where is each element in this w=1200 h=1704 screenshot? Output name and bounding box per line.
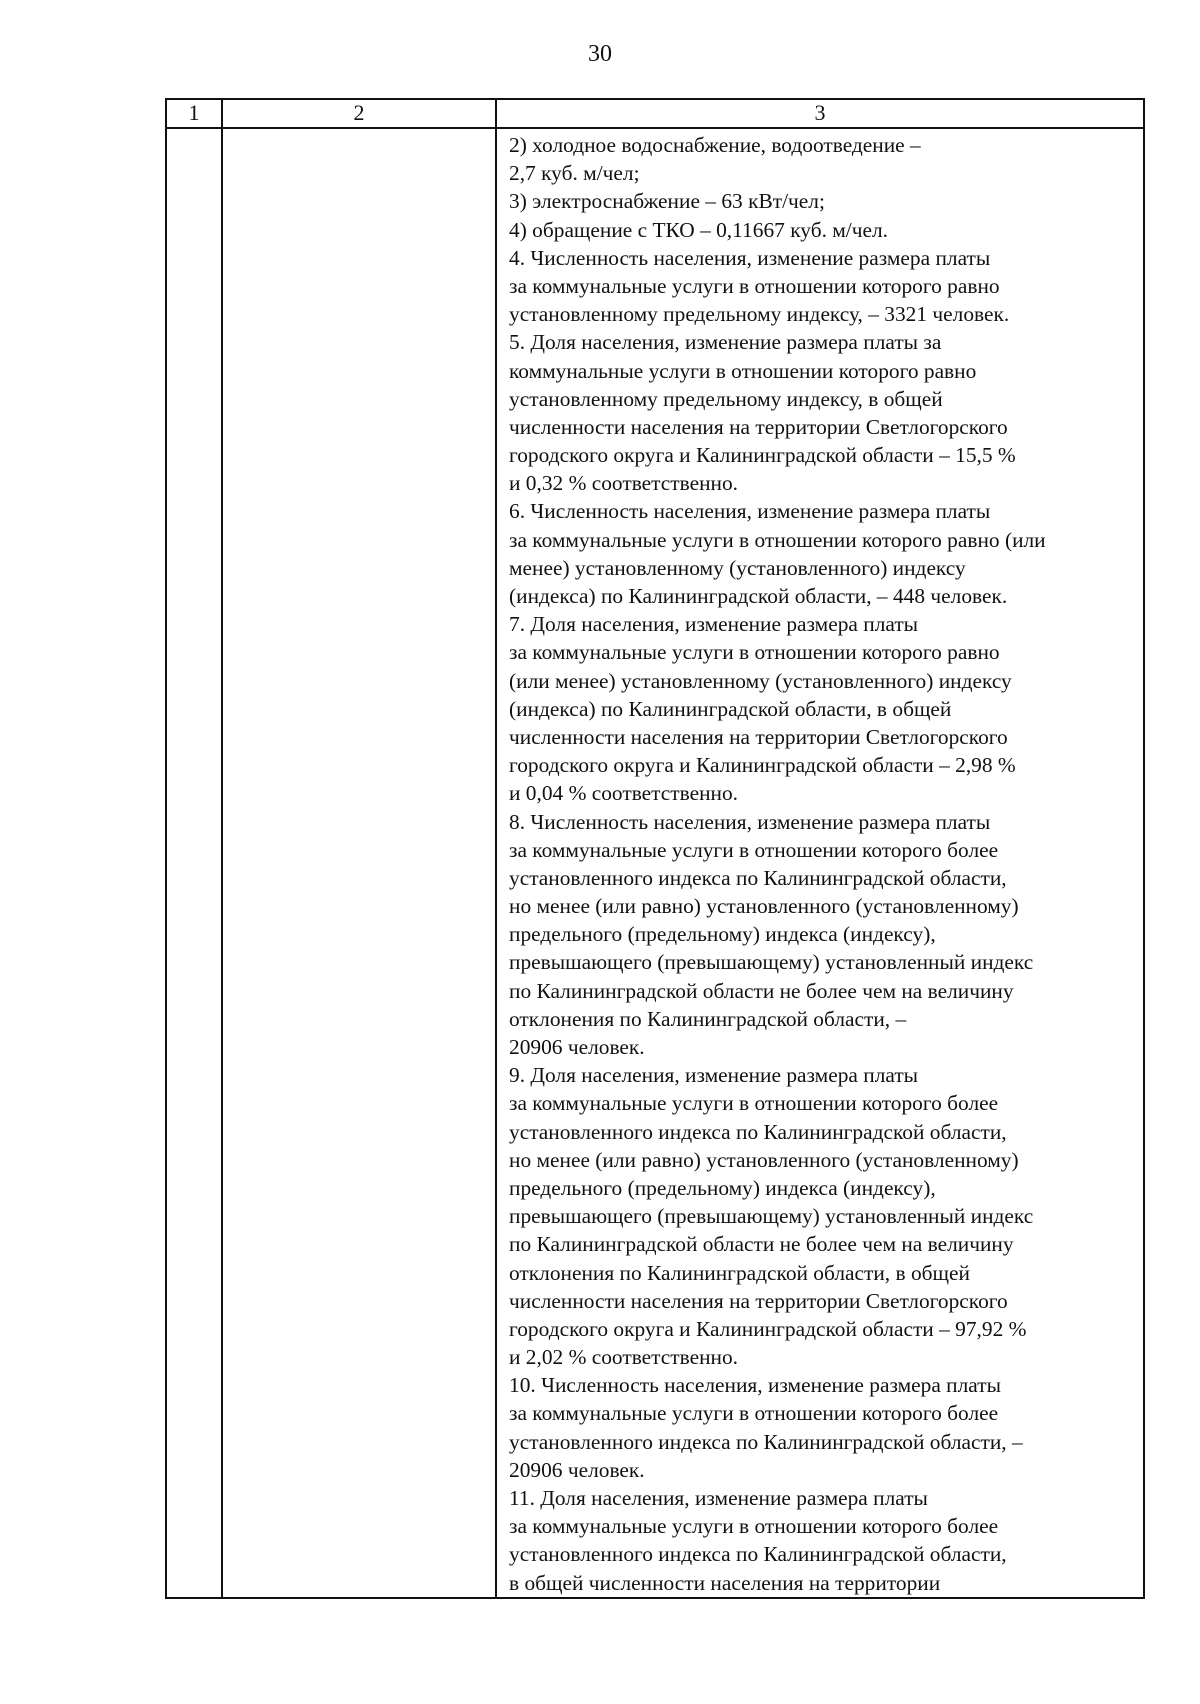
data-table — [165, 98, 1145, 1599]
text-line: по Калининградской области не более чем на величину — [509, 1232, 1014, 1257]
text-line: численности населения на территории Светлогорского — [509, 1288, 1008, 1313]
text-line: 2,7 куб. м/чел; — [509, 161, 640, 186]
text-line: и 0,04 % соответственно. — [509, 781, 739, 806]
text-line: но менее (или равно) установленного (установленному) — [509, 894, 1019, 919]
text-line: но менее (или равно) установленного (установленному) — [509, 1147, 1019, 1172]
text-line: 4) обращение с ТКО – 0,11667 куб. м/чел. — [509, 217, 889, 242]
cell-col3 — [496, 128, 1144, 1598]
header-cell-3: 3 — [496, 99, 1144, 128]
text-line: (или менее) установленному (установленного) индексу — [509, 668, 1012, 693]
header-cell-1: 1 — [166, 99, 222, 128]
text-line: 6. Численность населения, изменение размера платы — [509, 499, 991, 524]
text-line: городского округа и Калининградской области – 97,92 % — [509, 1316, 1027, 1341]
text-line: 8. Численность населения, изменение размера платы — [509, 809, 991, 834]
text-line: превышающего (превышающему) установленный индекс — [509, 950, 1034, 975]
text-line: 10. Численность населения, изменение размера платы — [509, 1373, 1001, 1398]
text-line: и 2,02 % соответственно. — [509, 1345, 739, 1370]
text-line: установленному предельному индексу, – 3321 человек. — [509, 302, 1010, 327]
text-line: (индекса) по Калининградской области, в общей — [509, 696, 952, 721]
text-line: отклонения по Калининградской области, в общей — [509, 1260, 970, 1285]
table-row — [166, 128, 1144, 1598]
text-line: 3) электроснабжение – 63 кВт/чел; — [509, 189, 825, 214]
text-line: по Калининградской области не более чем на величину — [509, 978, 1014, 1003]
text-line: менее) установленному (установленного) индексу — [509, 555, 966, 580]
text-line: за коммунальные услуги в отношении которого равно (или — [509, 527, 1046, 552]
text-line: установленному предельному индексу, в общей — [509, 386, 943, 411]
text-line: 11. Доля населения, изменение размера платы — [509, 1486, 928, 1510]
text-line: за коммунальные услуги в отношении которого равно — [509, 640, 1000, 665]
text-line: превышающего (превышающему) установленный индекс — [509, 1204, 1034, 1229]
col3-text-block — [509, 131, 1143, 1597]
text-line: за коммунальные услуги в отношении которого более — [509, 1091, 999, 1116]
text-line: в общей численности населения на территории — [509, 1570, 941, 1595]
header-cell-2: 2 — [222, 99, 496, 128]
text-line: за коммунальные услуги в отношении которого более — [509, 837, 999, 862]
text-line: численности населения на территории Светлогорского — [509, 414, 1008, 439]
text-line: коммунальные услуги в отношении которого равно — [509, 358, 977, 383]
text-line: установленного индекса по Калининградской области, — [509, 865, 1007, 890]
text-line: за коммунальные услуги в отношении которого равно — [509, 273, 1000, 298]
cell-col1 — [166, 128, 222, 1598]
text-line: предельного (предельному) индекса (индексу), — [509, 922, 936, 947]
text-line: (индекса) по Калининградской области, – 448 человек. — [509, 584, 1008, 608]
text-line: 9. Доля населения, изменение размера платы — [509, 1063, 919, 1088]
text-line: городского округа и Калининградской области – 2,98 % — [509, 753, 1016, 778]
text-line: 20906 человек. — [509, 1457, 645, 1482]
text-line: установленного индекса по Калининградской области, – — [509, 1429, 1023, 1454]
text-line: 4. Численность населения, изменение размера платы — [509, 245, 991, 270]
text-line: за коммунальные услуги в отношении которого более — [509, 1401, 999, 1426]
page-number: 30 — [588, 41, 612, 67]
text-line: и 0,32 % соответственно. — [509, 471, 739, 496]
text-line: численности населения на территории Светлогорского — [509, 724, 1008, 749]
text-line: за коммунальные услуги в отношении которого более — [509, 1514, 999, 1539]
cell-col2 — [222, 128, 496, 1598]
text-line: 2) холодное водоснабжение, водоотведение – — [509, 133, 921, 157]
text-line: городского округа и Калининградской области – 15,5 % — [509, 443, 1016, 468]
text-line: предельного (предельному) индекса (индексу), — [509, 1175, 936, 1200]
text-line: 20906 человек. — [509, 1035, 645, 1059]
text-line: 7. Доля населения, изменение размера платы — [509, 612, 919, 637]
table-header-row — [166, 99, 1144, 128]
text-line: 5. Доля населения, изменение размера платы за — [509, 330, 942, 355]
text-line: установленного индекса по Калининградской области, — [509, 1119, 1007, 1144]
text-line: установленного индекса по Калининградской области, — [509, 1542, 1007, 1567]
text-line: отклонения по Калининградской области, – — [509, 1006, 907, 1031]
